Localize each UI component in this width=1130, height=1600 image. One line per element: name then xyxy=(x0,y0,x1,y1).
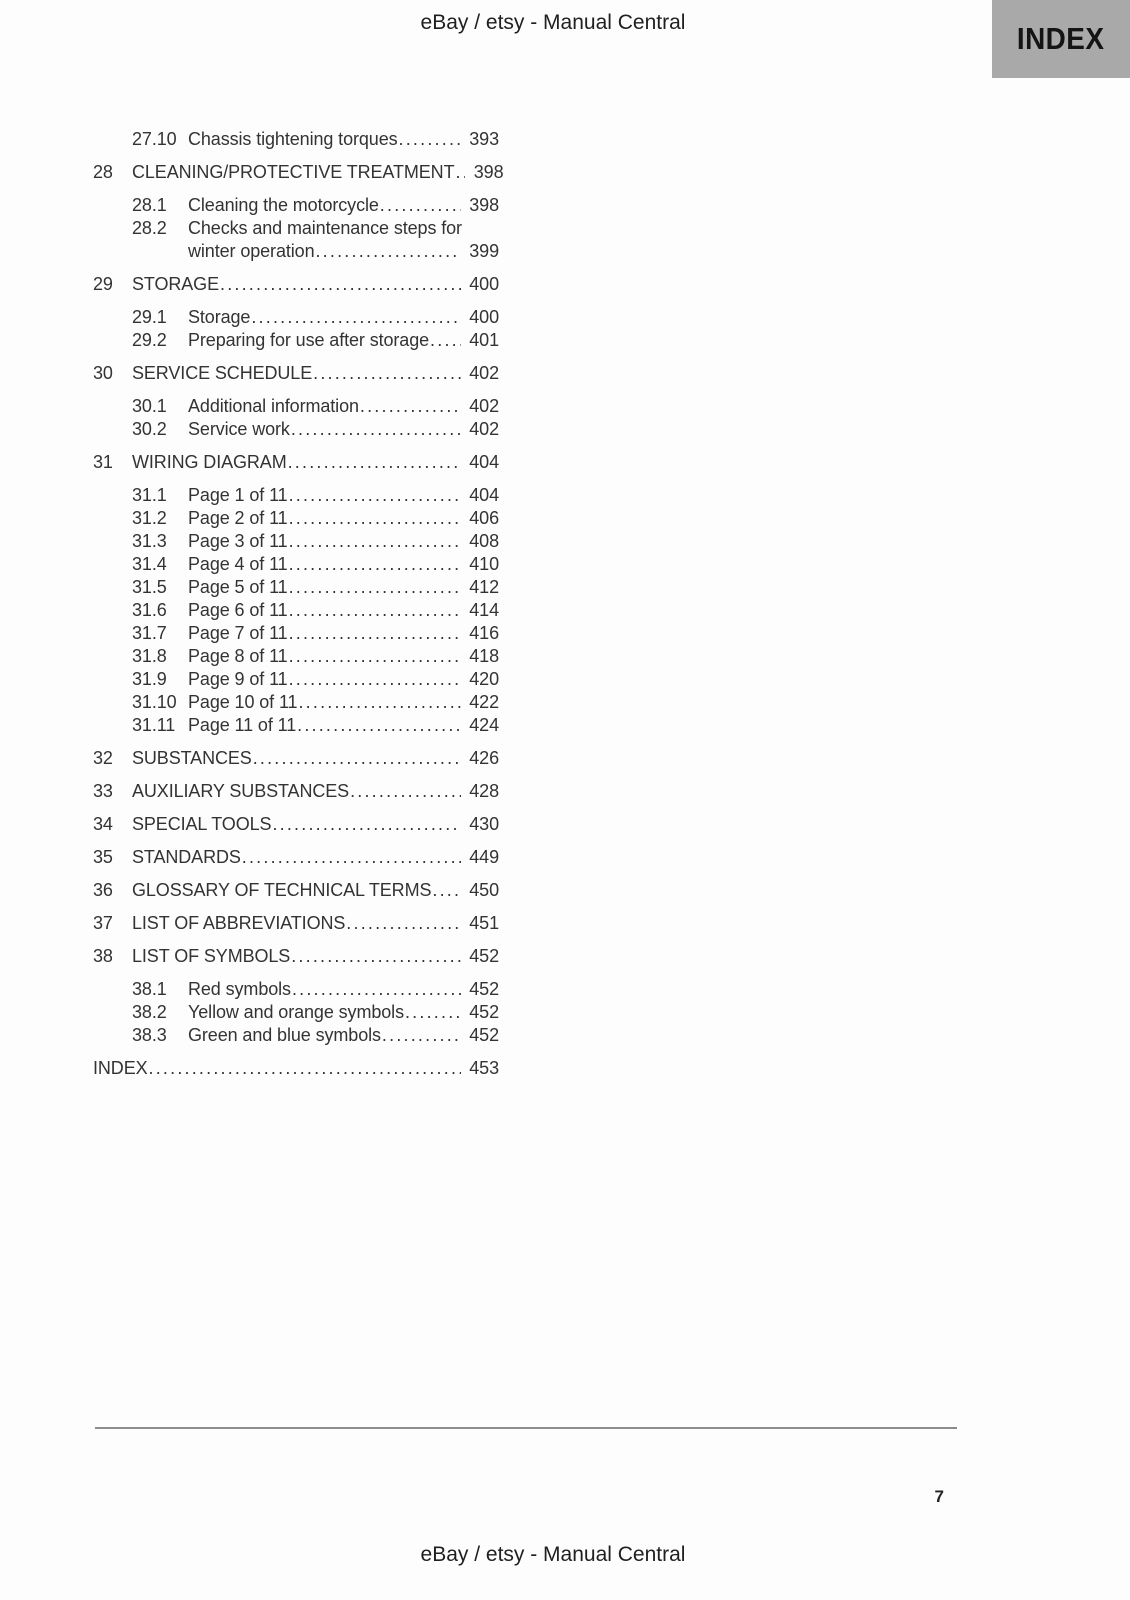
dot-leader xyxy=(289,530,461,553)
table-of-contents xyxy=(93,128,504,1090)
toc-entry xyxy=(93,329,499,352)
toc-entry-title: SPECIAL TOOLS xyxy=(132,814,272,834)
toc-entry xyxy=(93,576,499,599)
dot-leader xyxy=(382,1024,461,1047)
toc-entry-title: WIRING DIAGRAM xyxy=(132,452,287,472)
toc-entry-number: 31.1 xyxy=(132,485,167,505)
dot-leader xyxy=(272,813,461,836)
dot-leader xyxy=(242,846,461,869)
toc-entry-number: 38.1 xyxy=(132,979,167,999)
dot-leader xyxy=(292,978,461,1001)
dot-leader xyxy=(289,484,461,507)
index-tab xyxy=(992,0,1130,78)
toc-entry xyxy=(93,714,499,737)
toc-entry xyxy=(93,418,499,441)
dot-leader xyxy=(430,329,461,352)
toc-entry-page: 449 xyxy=(469,847,499,867)
toc-entry xyxy=(93,395,499,418)
toc-entry-title: Preparing for use after storage xyxy=(188,330,430,350)
toc-entry xyxy=(93,622,499,645)
toc-entry-page: 450 xyxy=(469,880,499,900)
toc-entry xyxy=(93,846,499,869)
toc-entry-number: 28.1 xyxy=(132,195,167,215)
dot-leader xyxy=(298,691,461,714)
toc-entry-page: 426 xyxy=(469,748,499,768)
toc-entry-page: 402 xyxy=(469,363,499,383)
toc-entry-number: 29.2 xyxy=(132,330,167,350)
toc-entry-number: 31.6 xyxy=(132,600,167,620)
toc-entry-title: Page 4 of 11 xyxy=(188,554,288,574)
toc-entry-title: Page 8 of 11 xyxy=(188,646,288,666)
toc-entry-title: Additional information xyxy=(188,396,359,416)
toc-entry-page: 420 xyxy=(469,669,499,689)
toc-entry-page: 393 xyxy=(469,129,499,149)
dot-leader xyxy=(315,240,461,263)
toc-entry-title: Red symbols xyxy=(188,979,291,999)
toc-entry xyxy=(93,194,499,217)
dot-leader xyxy=(253,747,461,770)
toc-entry xyxy=(93,1057,499,1080)
dot-leader xyxy=(380,194,461,217)
page-number: 7 xyxy=(934,1487,944,1506)
toc-entry-title: CLEANING/PROTECTIVE TREATMENT xyxy=(132,162,455,182)
dot-leader xyxy=(350,780,461,803)
toc-entry xyxy=(93,912,499,935)
toc-entry-title: Storage xyxy=(188,307,251,327)
toc-entry-number: 29.1 xyxy=(132,307,167,327)
toc-entry-title: Page 6 of 11 xyxy=(188,600,288,620)
toc-entry-title: Checks and maintenance steps for xyxy=(188,218,462,238)
dot-leader xyxy=(291,418,461,441)
toc-entry-number: 31.2 xyxy=(132,508,167,528)
toc-entry-number: 36 xyxy=(93,880,113,900)
toc-entry-page: 451 xyxy=(469,913,499,933)
toc-entry xyxy=(93,879,499,902)
toc-entry-page: 410 xyxy=(469,554,499,574)
toc-entry-page: 418 xyxy=(469,646,499,666)
toc-entry-page: 424 xyxy=(469,715,499,735)
toc-entry-title: Page 3 of 11 xyxy=(188,531,288,551)
toc-entry xyxy=(93,128,499,151)
toc-entry-number: 30 xyxy=(93,363,113,383)
toc-entry xyxy=(93,161,504,184)
toc-entry-number: 38.2 xyxy=(132,1002,167,1022)
toc-entry xyxy=(93,668,499,691)
toc-entry-page: 401 xyxy=(469,330,499,350)
toc-entry xyxy=(93,273,499,296)
toc-entry-page: 452 xyxy=(469,946,499,966)
toc-entry-number: 34 xyxy=(93,814,113,834)
dot-leader xyxy=(346,912,461,935)
toc-entry-number: 33 xyxy=(93,781,113,801)
toc-entry-page: 452 xyxy=(469,1002,499,1022)
toc-entry-number: 31.11 xyxy=(132,715,176,735)
toc-entry-number: 35 xyxy=(93,847,113,867)
toc-entry-page: 428 xyxy=(469,781,499,801)
toc-entry-number: 38 xyxy=(93,946,113,966)
toc-entry-page: 402 xyxy=(469,396,499,416)
toc-entry-page: 422 xyxy=(469,692,499,712)
toc-entry-number: 27.10 xyxy=(132,129,177,149)
toc-entry-title: Green and blue symbols xyxy=(188,1025,381,1045)
toc-entry-page: 400 xyxy=(469,307,499,327)
dot-leader xyxy=(291,945,461,968)
toc-entry-number: 31.5 xyxy=(132,577,167,597)
toc-entry-page: 414 xyxy=(469,600,499,620)
index-tab-label: INDEX xyxy=(1017,21,1105,56)
toc-entry-title: Page 1 of 11 xyxy=(188,485,288,505)
dot-leader xyxy=(405,1001,461,1024)
dot-leader xyxy=(289,622,461,645)
dot-leader xyxy=(297,714,461,737)
dot-leader xyxy=(432,879,461,902)
toc-entry-number: 31.8 xyxy=(132,646,167,666)
toc-entry xyxy=(93,530,499,553)
toc-entry xyxy=(93,978,499,1001)
dot-leader xyxy=(289,553,461,576)
toc-entry-title: LIST OF SYMBOLS xyxy=(132,946,291,966)
toc-entry-title-block xyxy=(188,217,499,263)
toc-entry-title: INDEX xyxy=(93,1058,148,1078)
toc-entry-number: 28 xyxy=(93,162,113,182)
dot-leader xyxy=(289,599,461,622)
toc-entry-page: 406 xyxy=(469,508,499,528)
toc-entry-title: STORAGE xyxy=(132,274,219,294)
toc-entry-page: 402 xyxy=(469,419,499,439)
dot-leader xyxy=(220,273,461,296)
toc-entry-page: 452 xyxy=(469,979,499,999)
dot-leader xyxy=(399,128,461,151)
toc-entry xyxy=(93,553,499,576)
toc-entry-page: 412 xyxy=(469,577,499,597)
toc-entry xyxy=(93,451,499,474)
toc-entry xyxy=(93,362,499,385)
toc-entry-number: 30.2 xyxy=(132,419,167,439)
dot-leader xyxy=(289,645,461,668)
toc-entry-title: SUBSTANCES xyxy=(132,748,252,768)
toc-entry xyxy=(93,645,499,668)
toc-entry-page: 430 xyxy=(469,814,499,834)
toc-entry-number: 38.3 xyxy=(132,1025,167,1045)
toc-entry-page: 399 xyxy=(469,241,499,261)
footer-title: eBay / etsy - Manual Central xyxy=(420,1543,686,1566)
toc-entry-page: 408 xyxy=(469,531,499,551)
toc-entry xyxy=(93,599,499,622)
footer-divider xyxy=(95,1427,957,1429)
toc-entry-page: 400 xyxy=(469,274,499,294)
toc-entry-title: Page 10 of 11 xyxy=(188,692,298,712)
dot-leader xyxy=(360,395,461,418)
dot-leader xyxy=(289,507,461,530)
toc-entry-page: 404 xyxy=(469,452,499,472)
toc-entry xyxy=(93,217,499,263)
toc-entry xyxy=(93,691,499,714)
toc-entry-page: 398 xyxy=(469,195,499,215)
toc-entry-number: 31.7 xyxy=(132,623,167,643)
toc-entry-number: 28.2 xyxy=(132,218,167,238)
toc-entry xyxy=(93,1001,499,1024)
toc-entry-page: 452 xyxy=(469,1025,499,1045)
toc-entry xyxy=(93,1024,499,1047)
toc-entry-title: LIST OF ABBREVIATIONS xyxy=(132,913,346,933)
dot-leader xyxy=(289,576,461,599)
toc-entry-title: AUXILIARY SUBSTANCES xyxy=(132,781,350,801)
toc-entry-title-continuation xyxy=(188,240,499,263)
toc-entry-number: 31.9 xyxy=(132,669,167,689)
toc-entry-number: 37 xyxy=(93,913,113,933)
toc-entry xyxy=(93,945,499,968)
toc-entry-title: STANDARDS xyxy=(132,847,241,867)
toc-entry xyxy=(93,306,499,329)
toc-entry-title: Chassis tightening torques xyxy=(188,129,398,149)
toc-entry-title: Service work xyxy=(188,419,290,439)
toc-entry-number: 30.1 xyxy=(132,396,167,416)
toc-entry xyxy=(93,747,499,770)
header-title: eBay / etsy - Manual Central xyxy=(420,11,686,34)
toc-entry-title: Page 9 of 11 xyxy=(188,669,288,689)
toc-entry xyxy=(93,484,499,507)
dot-leader xyxy=(251,306,461,329)
toc-entry-title: GLOSSARY OF TECHNICAL TERMS xyxy=(132,880,432,900)
toc-entry-title: winter operation xyxy=(188,241,315,261)
toc-entry-number: 31.10 xyxy=(132,692,177,712)
dot-leader xyxy=(313,362,461,385)
toc-entry-number: 31.3 xyxy=(132,531,167,551)
toc-entry-number: 31 xyxy=(93,452,113,472)
dot-leader xyxy=(455,161,465,184)
toc-entry xyxy=(93,507,499,530)
toc-entry-title: Page 7 of 11 xyxy=(188,623,288,643)
toc-entry-title: Cleaning the motorcycle xyxy=(188,195,379,215)
toc-entry-title: Page 11 of 11 xyxy=(188,715,297,735)
toc-entry-number: 32 xyxy=(93,748,113,768)
toc-entry-title: Page 5 of 11 xyxy=(188,577,288,597)
toc-entry-number: 31.4 xyxy=(132,554,167,574)
toc-entry xyxy=(93,813,499,836)
toc-entry-page: 453 xyxy=(469,1058,499,1078)
dot-leader xyxy=(289,668,461,691)
toc-entry-page: 404 xyxy=(469,485,499,505)
toc-entry-title: Page 2 of 11 xyxy=(188,508,288,528)
toc-entry xyxy=(93,780,499,803)
dot-leader xyxy=(288,451,461,474)
toc-entry-page: 398 xyxy=(473,162,504,182)
dot-leader xyxy=(149,1057,461,1080)
toc-entry-title: SERVICE SCHEDULE xyxy=(132,363,313,383)
toc-entry-page: 416 xyxy=(469,623,499,643)
toc-entry-number: 29 xyxy=(93,274,113,294)
toc-entry-title: Yellow and orange symbols xyxy=(188,1002,404,1022)
